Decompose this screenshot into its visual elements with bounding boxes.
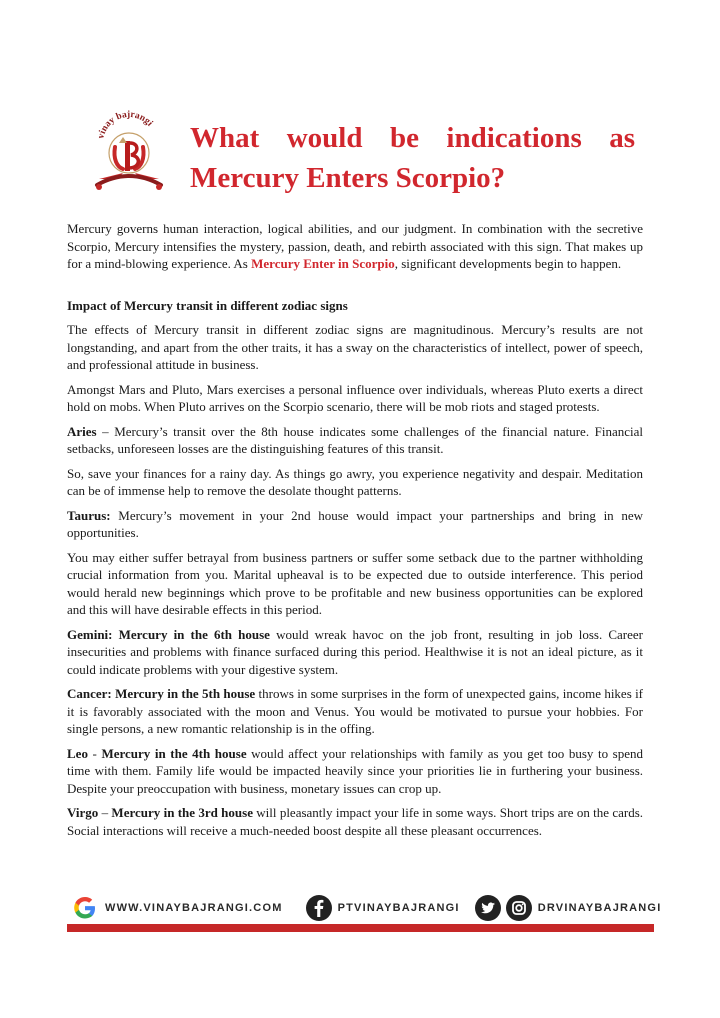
- article-body: [67, 220, 643, 846]
- impact-paragraph-2: Amongst Mars and Pluto, Mars exercises a personal influence over individuals, whereas Pluto exerts a direct hold on mobs. When Pluto arrives on the Scorpio scenario, there will be mob riots and staged protests.: [67, 381, 643, 414]
- footer: [67, 892, 662, 932]
- facebook-icon[interactable]: [305, 894, 333, 922]
- gemini-label: Gemini: Mercury in the 6th house: [67, 626, 270, 642]
- aries-paragraph: Aries – Mercury’s transit over the 8th house indicates some challenges of the financial nature. Financial setbacks, unforeseen losses are the distinguishing features of this transit.: [67, 423, 643, 456]
- virgo-paragraph: Virgo – Mercury in the 3rd house will pleasantly impact your life in some ways. Short trips are on the cards. Social interactions will receive a much-needed boost despite all these pleasant occurrences.: [67, 805, 643, 838]
- footer-bar: [67, 924, 654, 932]
- aries-paragraph-2: So, save your finances for a rainy day. As things go awry, you experience negativity and despair. Meditation can be of immense help to remove the desolate thought patterns.: [67, 465, 643, 498]
- page-title: [190, 118, 635, 198]
- social-handle[interactable]: DRVINAYBAJRANGI: [537, 902, 662, 914]
- taurus-paragraph: Taurus: Mercury’s movement in your 2nd house would impact your partnerships and bring in new opportunities.: [67, 507, 643, 540]
- leo-paragraph: Leo - Mercury in the 4th house would affect your relationships with family as you get too busy to spend time with them. Family life would be impacted heavily since your priorities lie in furthering your business. Despite your preoccupation with business, monetary issues can crop up.: [67, 745, 643, 796]
- google-icon: [71, 894, 99, 922]
- cancer-label: Cancer: Mercury in the 5th house: [67, 686, 256, 701]
- facebook-handle[interactable]: PTVINAYBAJRANGI: [337, 902, 460, 914]
- title-line-1: What would be indications as: [190, 122, 635, 154]
- logo-text: vinay bajrangi: [96, 109, 155, 140]
- vinay-bajrangi-logo: [93, 107, 165, 192]
- aries-label: Aries: [67, 423, 97, 439]
- gemini-paragraph: Gemini: Mercury in the 6th house would wreak havoc on the job front, resulting in job loss. Career insecurities and problems with finance surfaced during this period. Healthwise it is not an ideal picture, as it could indicate problems with your digestive system.: [67, 626, 644, 677]
- virgo-label: Virgo: [67, 805, 99, 820]
- impact-paragraph-1: The effects of Mercury transit in different zodiac signs are magnitudinous. Mercury’s results are not longstanding, and apart from the other traits, it has a sway on the characteristics of intellect, power of speech, and professional attitude in business.: [67, 322, 643, 372]
- taurus-label: Taurus:: [67, 507, 111, 523]
- taurus-paragraph-2: You may either suffer betrayal from business partners or suffer some setback due to the partner withholding crucial information from you. Marital upheaval is to be expected due to outside interference. This period would herald new beginnings which prove to be profitable and new business opportunities can be explored and this will have desirable effects in this period.: [67, 549, 643, 617]
- title-line-2: Mercury Enters Scorpio?: [190, 162, 506, 194]
- website-link[interactable]: WWW.VINAYBAJRANGI.COM: [105, 902, 283, 914]
- impact-heading: Impact of Mercury transit in different zodiac signs: [67, 297, 348, 313]
- cancer-paragraph: Cancer: Mercury in the 5th house throws in some surprises in the form of unexpected gains, income hikes if it is favorably associated with the moon and Venus. You would be motivated to pursue your hobbies. For single persons, a new romantic relationship is in the offing.: [67, 686, 644, 736]
- intro-paragraph: Mercury governs human interaction, logical abilities, and our judgment. In combination with the secretive Scorpio, Mercury intensifies the mystery, passion, death, and rebirth associated with this sign. That makes up for a mind-blowing experience. As Mercury Enter in Scorpio, significant developments begin to happen.: [67, 221, 643, 271]
- mercury-scorpio-link[interactable]: Mercury Enter in Scorpio: [251, 256, 395, 271]
- instagram-icon[interactable]: [505, 894, 533, 922]
- leo-label: Leo: [67, 745, 88, 761]
- twitter-icon[interactable]: [474, 894, 502, 922]
